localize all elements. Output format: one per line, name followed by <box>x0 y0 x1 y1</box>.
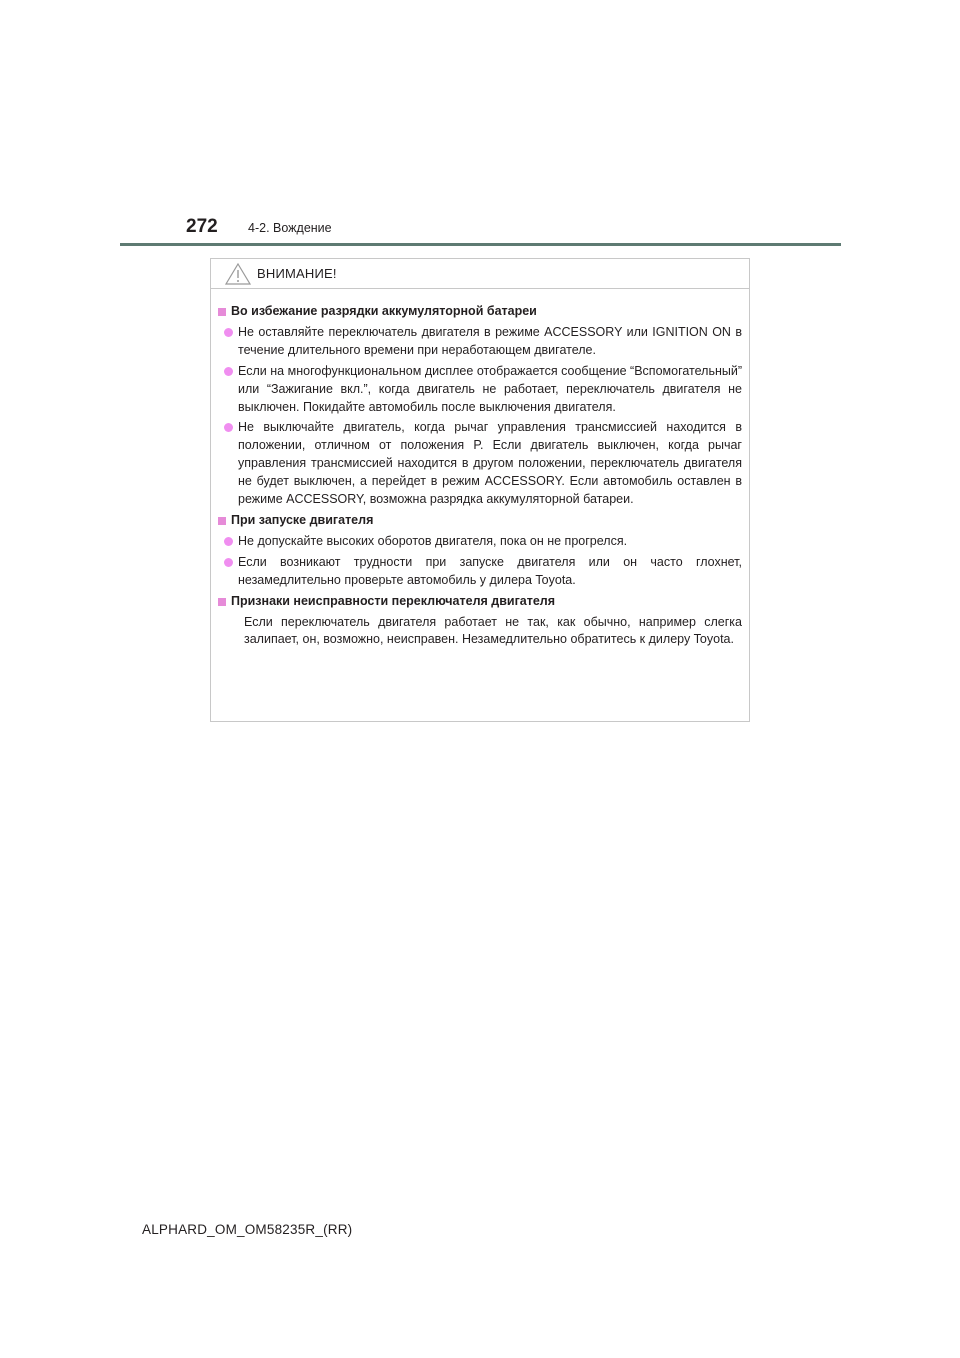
round-bullet-icon <box>224 558 233 567</box>
list-item <box>218 324 742 360</box>
square-bullet-icon <box>218 308 226 316</box>
round-bullet-icon <box>224 423 233 432</box>
bullet-text: Не выключайте двигатель, когда рычаг управления трансмиссией находится в положении, отличном от положения P. Если двигатель выключен, когда рычаг управления трансмиссией находится в другом положении, переключатель двигателя не будет выключен, а перейдет в режим ACCESSORY. Если автомобиль оставлен в режиме ACCESSORY, возможна разрядка аккумуляторной батареи. <box>238 420 742 507</box>
doc-code: ALPHARD_OM_OM58235R_(RR) <box>142 1222 353 1237</box>
list-item <box>218 533 742 551</box>
caution-body <box>211 289 749 649</box>
caution-box <box>210 258 750 722</box>
caution-title: ВНИМАНИЕ! <box>257 266 337 281</box>
page-header <box>186 216 332 238</box>
square-bullet-icon <box>218 517 226 525</box>
caution-header <box>211 259 749 289</box>
bullet-text: Не оставляйте переключатель двигателя в режиме ACCESSORY или IGNITION ON в течение длительного времени при неработающем двигателе. <box>238 324 742 357</box>
bullet-text: Если возникают трудности при запуске двигателя или он часто глохнет, незамедлительно проверьте автомобиль у дилера Toyota. <box>238 554 742 587</box>
topic-title-text: Во избежание разрядки аккумуляторной батареи <box>231 304 537 318</box>
topic-switch-malfunction <box>218 593 742 650</box>
list-item <box>218 419 742 509</box>
square-bullet-icon <box>218 598 226 606</box>
round-bullet-icon <box>224 537 233 546</box>
section-title: 4-2. Вождение <box>248 221 332 235</box>
warning-triangle-icon <box>225 263 251 285</box>
topic-title <box>218 303 742 321</box>
list-item <box>218 363 742 417</box>
bullet-text: Не допускайте высоких оборотов двигателя, пока он не прогрелся. <box>238 533 628 548</box>
topic-battery <box>218 303 742 509</box>
header-rule <box>120 243 841 246</box>
list-item <box>218 554 742 590</box>
topic-title <box>218 512 742 530</box>
topic-title-text: При запуске двигателя <box>231 512 374 527</box>
topic-title-text: Признаки неисправности переключателя двигателя <box>231 593 556 608</box>
round-bullet-icon <box>224 328 233 337</box>
topic-text: Если переключатель двигателя работает не так, как обычно, например слегка залипает, он, возможно, неисправен. Незамедлительно обратитесь к дилеру Toyota. <box>244 614 742 647</box>
topic-title <box>218 593 742 611</box>
bullet-text: Если на многофункциональном дисплее отображается сообщение “Вспомогательный” или “Зажигание вкл.”, когда двигатель не работает, переключатель двигателя не выключен. Покидайте автомобиль после выключения двигателя. <box>238 363 742 414</box>
page-number: 272 <box>186 216 218 237</box>
round-bullet-icon <box>224 367 233 376</box>
topic-start-engine <box>218 512 742 590</box>
